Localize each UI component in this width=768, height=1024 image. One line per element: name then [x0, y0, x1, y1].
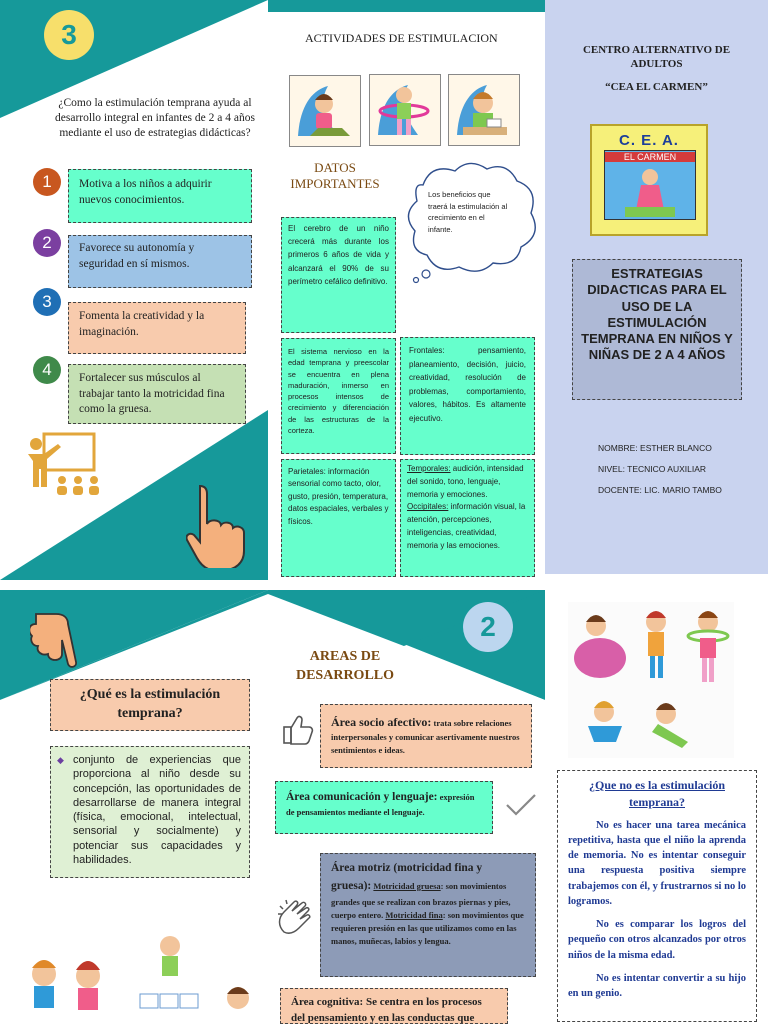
que-no-es-paragraph-1: No es hacer una tarea mecánica repetitiva, hasta que el niño la aprenda de memoria. No es intentar conseguir una respuesta positiva siempre trabajemos con él, y frustrarnos si no lo logramos.	[568, 819, 746, 907]
que-es-title-box: ¿Qué es la estimulación temprana?	[50, 679, 250, 731]
occipitales-text: información visual, la atención, percepciones, inteligencias, creatividad, memoria y las emociones.	[407, 502, 526, 550]
item-box-4: Fortalecer sus músculos al trabajar tanto la motricidad fina como la gruesa.	[68, 364, 246, 424]
bullet-icon: ◆	[57, 755, 64, 765]
activities-title: ACTIVIDADES DE ESTIMULACION	[305, 31, 498, 45]
pointing-hand-down-icon	[30, 610, 80, 670]
motriz-fina-label: Motricidad fina	[385, 909, 443, 920]
motriz-gruesa-text: : son movimientos grandes que se realizan con brazos piernas y pies, cuerpo entero.	[331, 880, 511, 920]
item-box-3: Fomenta la creatividad y la imaginación.	[68, 302, 246, 354]
que-no-es-box	[557, 770, 757, 1022]
que-no-es-title: ¿Que no es la estimulación temprana?	[588, 778, 725, 810]
area-comunicacion-box	[275, 781, 493, 834]
occipitales-label: Occipitales:	[407, 502, 449, 512]
item-number-1: 1	[33, 168, 61, 196]
logo-figure-icon	[625, 165, 675, 217]
area-comunicacion-label: Área comunicación y lenguaje:	[286, 791, 438, 803]
area-socio-text: trata sobre relaciones interpersonales y comunicar asertivamente nuestros sentimientos e ideas.	[331, 718, 520, 755]
school-logo	[590, 124, 708, 236]
item-box-1: Motiva a los niños a adquirir nuevos conocimientos.	[68, 169, 252, 223]
panel-number-badge-2: 2	[463, 602, 513, 652]
logo-letters: C. E. A.	[619, 132, 679, 149]
que-es-text: conjunto de experiencias que proporciona al niño desde su concepción, las oportunidades de desarrollarse de manera integral (física, emocional, intelectual, sensorial y socialmente) y potenciar sus capacidades y habilidades.	[73, 754, 241, 867]
center-quote: “CEA EL CARMEN”	[605, 81, 708, 93]
area-motriz-label: Área motriz (motricidad fina y gruesa):	[331, 862, 483, 892]
page-separator	[0, 580, 768, 590]
logo-emblem	[604, 150, 696, 220]
main-title-box: ESTRATEGIAS DIDACTICAS PARA EL USO DE LA ESTIMULACIÓN TEMPRANA EN NIÑOS Y NIÑAS DE 2 A 4 AÑOS	[572, 259, 742, 400]
que-no-es-paragraph-2: No es comparar los logros del pequeño con otros alcanzados por otros niños de la misma edad.	[568, 919, 746, 961]
center-name: CENTRO ALTERNATIVO DE ADULTOS	[582, 44, 731, 71]
box-temporales	[400, 459, 535, 577]
author-level: NIVEL: TECNICO AUXILIAR	[598, 464, 707, 474]
area-motriz-box	[320, 853, 536, 977]
box-parietales: Parietales: información sensorial como tacto, olor, gusto, presión, temperatura, datos espaciales, verbales y físicos.	[281, 459, 396, 577]
area-comunicacion-text: expresión de pensamientos mediante el lenguaje.	[286, 792, 475, 818]
item-number-3: 3	[33, 288, 61, 316]
item-box-2: Favorece su autonomía y seguridad en sí mismos.	[68, 235, 252, 288]
box-cerebro: El cerebro de un niño crecerá más durante los primeros 6 años de vida y alcanzará el 90% de su perímetro cefálico definitivo.	[281, 217, 396, 333]
logo-name: EL CARMEN	[605, 152, 695, 162]
main-question: ¿Como la estimulación temprana ayuda al desarrollo integral en infantes de 2 a 4 años mediante el uso de estrategias didácticas?	[55, 97, 255, 139]
areas-title: AREAS DE DESARROLLO	[295, 649, 395, 683]
temporales-label: Temporales:	[407, 464, 451, 473]
box-frontales: Frontales: pensamiento, planeamiento, decisión, juicio, creatividad, resolución de problemas, comportamiento, valores, hábitos. Es altamente ejecutivo.	[400, 337, 535, 455]
cover-panel	[545, 0, 768, 574]
area-socio-box	[320, 704, 532, 768]
activity-image-2	[369, 74, 441, 146]
que-no-es-paragraph-3: No es intentar convertir a su hijo en un genio.	[568, 972, 746, 999]
temporales-text: audición, intensidad del sonido, tono, lenguaje, memoria y emociones.	[407, 464, 524, 499]
area-socio-label: Área socio afectivo:	[331, 715, 432, 729]
kids-exercise-illustration	[568, 602, 734, 758]
activity-image-3	[448, 74, 520, 146]
author-name: NOMBRE: ESTHER BLANCO	[598, 443, 712, 453]
que-es-text-box	[50, 746, 250, 878]
motriz-gruesa-label: Motricidad gruesa	[373, 880, 441, 891]
cloud-text: Los beneficios que traerá la estimulación al crecimiento en el infante.	[428, 190, 508, 234]
motriz-fina-text: : son movimientos que requieren presión en las que utilizamos como en las manos, muñecas, labios y lengua.	[331, 909, 524, 947]
datos-title: DATOS IMPORTANTES	[290, 160, 380, 191]
pointing-hand-icon	[186, 482, 246, 568]
checkmark-icon	[504, 792, 538, 818]
thumbs-up-icon	[281, 713, 315, 747]
clapping-hands-icon	[276, 898, 312, 938]
area-cognitiva-box: Área cognitiva: Se centra en los procesos del pensamiento y en las conductas que	[280, 988, 508, 1024]
box-sistema-nervioso: El sistema nervioso en la edad temprana y preescolar se encuentra en plena maduración, inmerso en procesos intensos de crecimiento y diferenciación de las estructuras de la corteza.	[281, 338, 396, 454]
teacher-board-icon	[24, 430, 104, 500]
panel-number-badge: 3	[44, 10, 94, 60]
teacher-name: DOCENTE: LIC. MARIO TAMBO	[598, 485, 722, 495]
item-number-4: 4	[33, 356, 61, 384]
bottom-section	[0, 590, 768, 1024]
activity-image-1	[289, 75, 361, 147]
item-number-2: 2	[33, 229, 61, 257]
kids-playing-illustration	[20, 934, 260, 1024]
